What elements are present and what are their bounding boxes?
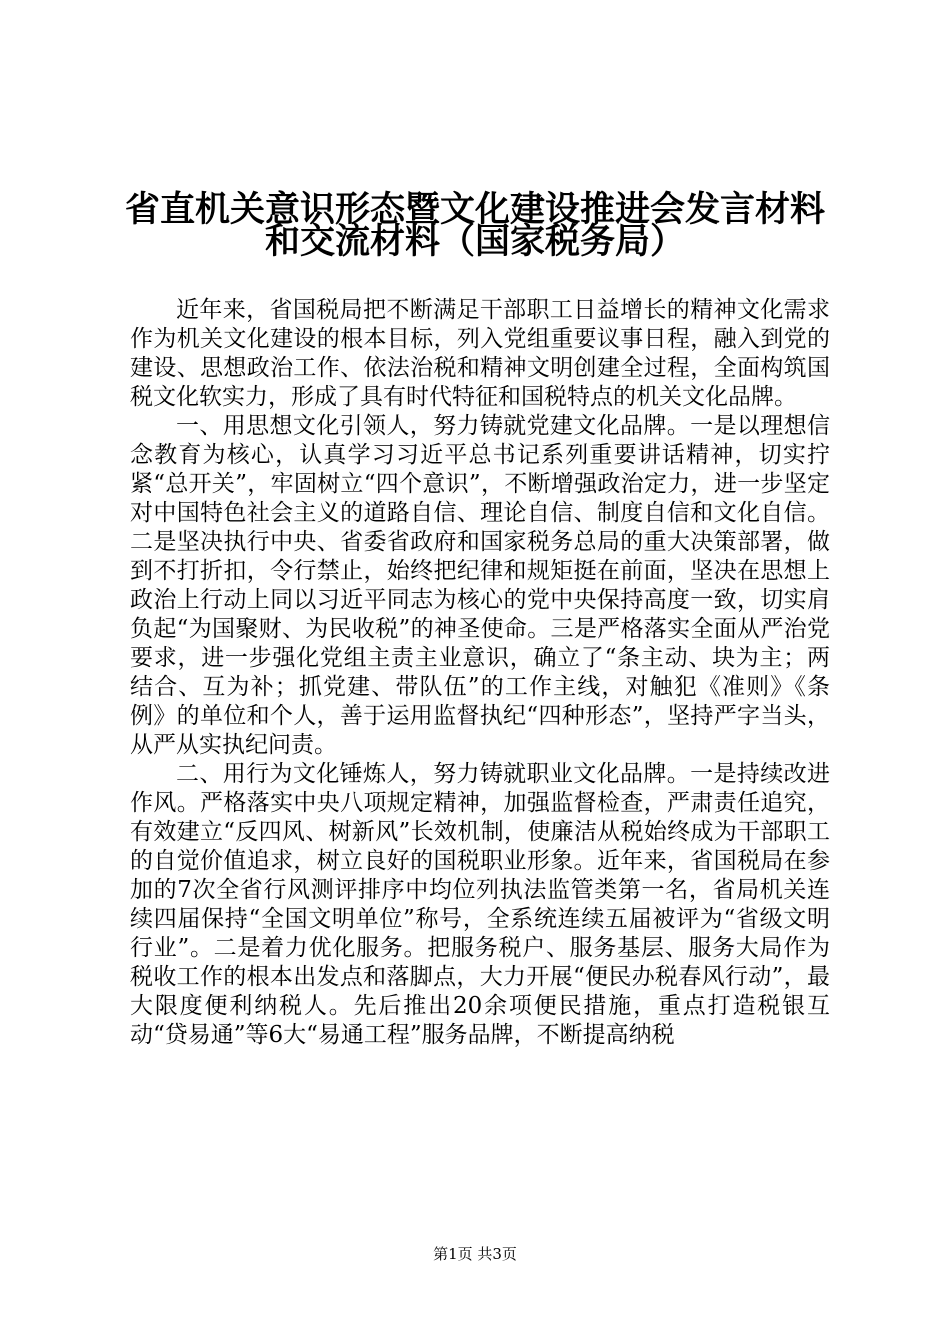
paragraph-section-1: 一、用思想文化引领人，努力铸就党建文化品牌。一是以理想信念教育为核心，认真学习习近平总书记系列重要讲话精神，切实拧紧“总开关”，牢固树立“四个意识”，不断增强政治定力，进一步坚定对中国特色社会主义的道路自信、理论自信、制度自信和文化自信。二是坚决执行中央、省委省政府和国家税务总局的重大决策部署，做到不打折扣，令行禁止，始终把纪律和规矩挺在前面，坚决在思想上政治上行动上同以习近平同志为核心的党中央保持高度一致，切实肩负起“为国聚财、为民收税”的神圣使命。三是严格落实全面从严治党要求，进一步强化党组主责主业意识，确立了“条主动、块为主；两结合、互为补；抓党建、带队伍”的工作主线，对触犯《准则》《条例》的单位和个人，善于运用监督执纪“四种形态”，坚持严字当头，从严从实执纪问责。 <box>130 413 830 758</box>
document-title-line-1: 省直机关意识形态暨文化建设推进会发言材料 <box>124 189 825 230</box>
paragraph-section-2: 二、用行为文化锤炼人，努力铸就职业文化品牌。一是持续改进作风。严格落实中央八项规定精神，加强监督检查，严肃责任追究，有效建立“反四风、树新风”长效机制，使廉洁从税始终成为干部职工的自觉价值追求，树立良好的国税职业形象。近年来，省国税局在参加的7次全省行风测评排序中均位列执法监管类第一名，省局机关连续四届保持“全国文明单位”称号，全系统连续五届被评为“省级文明行业”。二是着力优化服务。把服务税户、服务基层、服务大局作为税收工作的根本出发点和落脚点，大力开展“便民办税春风行动”，最大限度便利纳税人。先后推出20余项便民措施，重点打造税银互动“贷易通”等6大“易通工程”服务品牌，不断提高纳税 <box>130 761 830 1048</box>
paragraph-intro: 近年来，省国税局把不断满足干部职工日益增长的精神文化需求作为机关文化建设的根本目标，列入党组重要议事日程，融入到党的建设、思想政治工作、依法治税和精神文明创建全过程，全面构筑国税文化软实力，形成了具有时代特征和国税特点的机关文化品牌。 <box>130 297 830 410</box>
document-body <box>130 296 830 1050</box>
page-footer: 第1页 共3页 <box>433 1245 517 1263</box>
document-title-line-2: 和交流材料（国家税务局） <box>264 221 685 262</box>
